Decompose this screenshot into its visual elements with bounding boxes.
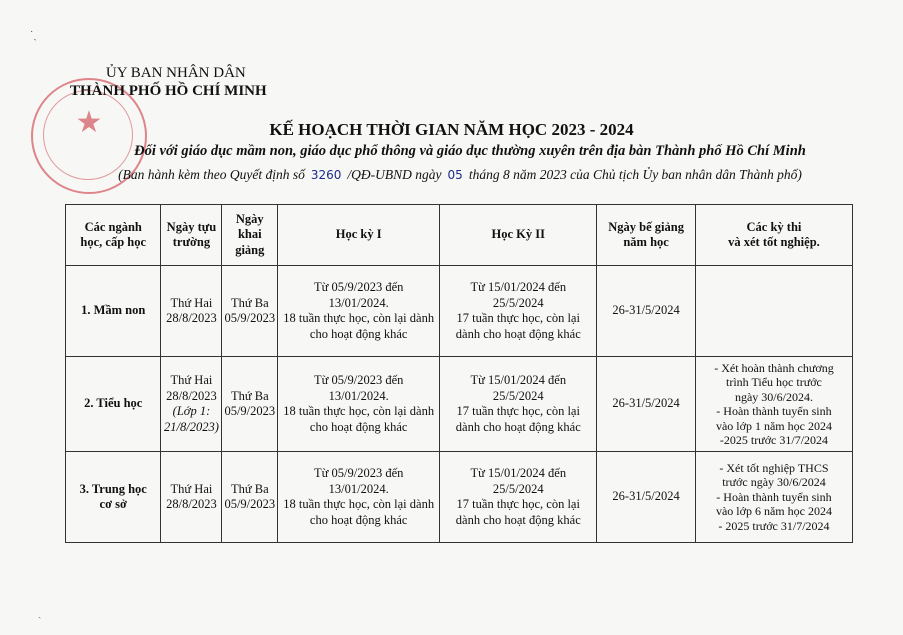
header-semester-1: Học kỳ I — [278, 205, 440, 266]
cell-closing: 26-31/5/2024 — [597, 266, 696, 357]
cell-semester-2: Từ 15/01/2024 đến 25/5/2024 17 tuần thực học, còn lại dành cho hoạt động khác — [440, 266, 597, 357]
cell-exams: - Xét hoàn thành chương trình Tiểu học trước ngày 30/6/2024. - Hoàn thành tuyển sinh vào lớp 1 năm học 2024 -2025 trước 31/7/2024 — [695, 357, 852, 452]
cell-school-return: Thứ Hai 28/8/2023 — [161, 452, 222, 543]
cell-semester-1: Từ 05/9/2023 đến 13/01/2024. 18 tuần thực học, còn lại dành cho hoạt động khác — [278, 357, 440, 452]
cell-opening: Thứ Ba 05/9/2023 — [222, 452, 278, 543]
cell-semester-1: Từ 05/9/2023 đến 13/01/2024. 18 tuần thực học, còn lại dành cho hoạt động khác — [278, 452, 440, 543]
cell-semester-2: Từ 15/01/2024 đến 25/5/2024 17 tuần thực học, còn lại dành cho hoạt động khác — [440, 357, 597, 452]
cell-level: 1. Mầm non — [66, 266, 161, 357]
note-prefix: (Ban hành kèm theo Quyết định số — [118, 167, 305, 182]
cell-school-return: Thứ Hai 28/8/2023 (Lớp 1: 21/8/2023) — [161, 357, 222, 452]
header-semester-2: Học Kỳ II — [440, 205, 597, 266]
cell-school-return: Thứ Hai 28/8/2023 — [161, 266, 222, 357]
cell-semester-2: Từ 15/01/2024 đến 25/5/2024 17 tuần thực học, còn lại dành cho hoạt động khác — [440, 452, 597, 543]
table-row — [66, 452, 853, 543]
header-closing: Ngày bế giảng năm học — [597, 205, 696, 266]
table-row — [66, 357, 853, 452]
note-middle: /QĐ-UBND ngày — [347, 167, 442, 182]
cell-level: 2. Tiểu học — [66, 357, 161, 452]
decision-number: 3260 — [310, 168, 342, 182]
table-header-row — [66, 205, 853, 266]
org-line-2: THÀNH PHỐ HỒ CHÍ MINH — [70, 83, 267, 99]
table-row — [66, 266, 853, 357]
decision-day: 05 — [447, 168, 463, 182]
decision-note — [90, 167, 830, 183]
cell-exams: - Xét tốt nghiệp THCS trước ngày 30/6/2024 - Hoàn thành tuyển sinh vào lớp 6 năm học 2024 - 2025 trước 31/7/2024 — [695, 452, 852, 543]
cell-closing: 26-31/5/2024 — [597, 357, 696, 452]
school-year-plan-table — [65, 204, 853, 543]
cell-exams — [695, 266, 852, 357]
cell-semester-1: Từ 05/9/2023 đến 13/01/2024. 18 tuần thực học, còn lại dành cho hoạt động khác — [278, 266, 440, 357]
cell-closing: 26-31/5/2024 — [597, 452, 696, 543]
note-suffix: tháng 8 năm 2023 của Chủ tịch Ủy ban nhân dân Thành phố) — [468, 167, 802, 182]
cell-opening: Thứ Ba 05/9/2023 — [222, 266, 278, 357]
cell-opening: Thứ Ba 05/9/2023 — [222, 357, 278, 452]
scan-mark-icon: ˙ˏ — [30, 30, 37, 41]
document-title: KẾ HOẠCH THỜI GIAN NĂM HỌC 2023 - 2024 — [269, 120, 634, 139]
document-subtitle: Đối với giáo dục mầm non, giáo dục phổ thông và giáo dục thường xuyên trên địa bàn Thành phố Hồ Chí Minh — [134, 143, 806, 159]
header-school-return: Ngày tựu trường — [161, 205, 222, 266]
cell-level: 3. Trung học cơ sở — [66, 452, 161, 543]
seal-star-icon: ★ — [75, 105, 103, 140]
org-line-1: ỦY BAN NHÂN DÂN — [105, 65, 246, 81]
scan-dot-icon: ˏ — [38, 608, 42, 619]
header-exams: Các kỳ thi và xét tốt nghiệp. — [695, 205, 852, 266]
header-opening: Ngày khai giảng — [222, 205, 278, 266]
issuing-organization — [70, 64, 267, 100]
header-level: Các ngành học, cấp học — [66, 205, 161, 266]
